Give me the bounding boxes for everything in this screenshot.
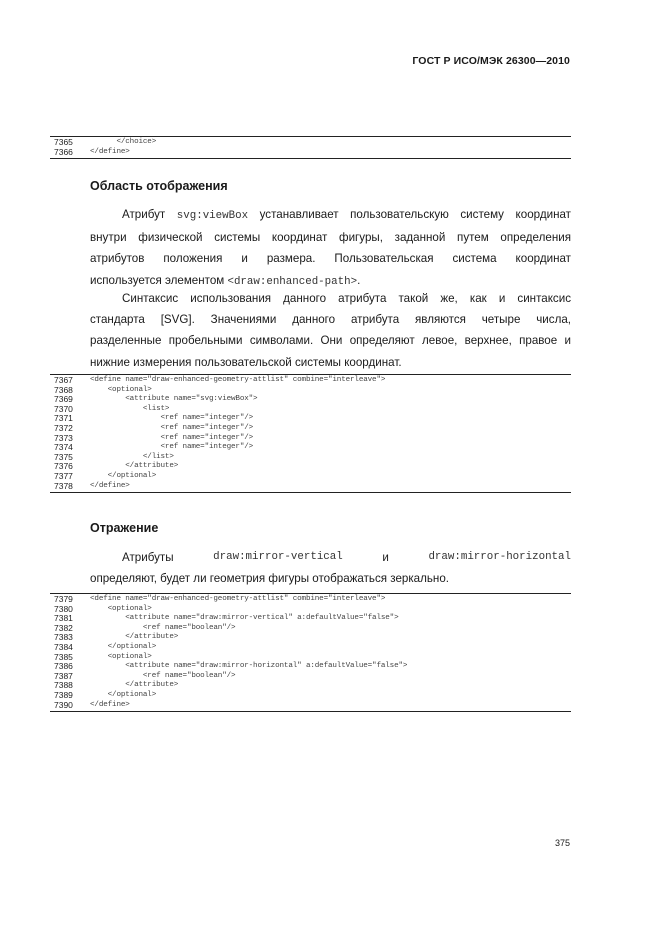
code-text: <ref name="integer"/> (90, 423, 254, 432)
line-number: 7377 (54, 470, 73, 481)
line-number: 7378 (54, 480, 73, 491)
code-line (50, 148, 571, 158)
code-text: </attribute> (90, 633, 179, 642)
code-text: </attribute> (90, 681, 179, 690)
code-text: <ref name="boolean"/> (90, 671, 236, 680)
code-text: <ref name="integer"/> (90, 414, 254, 423)
code-line (50, 443, 571, 453)
code-line (50, 462, 571, 472)
paragraph-line: Синтаксис использования данного атрибута такой же, как и синтаксис (122, 292, 571, 305)
paragraph-viewbox-description (90, 204, 571, 293)
code-text: <ref name="integer"/> (90, 433, 254, 442)
code-line (50, 472, 571, 482)
code-text: <define name="draw-enhanced-geometry-attlist" combine="interleave"> (90, 595, 386, 603)
code-line (50, 653, 571, 663)
code-line (50, 643, 571, 653)
code-line (50, 414, 571, 424)
code-text: <attribute name="draw:mirror-vertical" a:defaultValue="false"> (90, 614, 399, 623)
paragraph-line (90, 547, 571, 568)
code-line (50, 434, 571, 444)
code-text: <list> (90, 404, 170, 413)
document-header: ГОСТ Р ИСО/МЭК 26300—2010 (412, 55, 570, 67)
line-number: 7367 (54, 375, 73, 385)
code-line (50, 138, 571, 148)
code-text: <ref name="boolean"/> (90, 623, 236, 632)
code-text: </define> (90, 700, 130, 709)
code-text: <optional> (90, 604, 152, 613)
code-block-choice-end (50, 136, 571, 159)
line-number: 7390 (54, 699, 73, 710)
line-number: 7370 (54, 403, 73, 414)
code-line (50, 701, 571, 711)
page-number: 375 (554, 838, 570, 848)
line-number: 7383 (54, 632, 73, 643)
code-inline-mirror-horizontal: draw:mirror-horizontal (428, 551, 571, 563)
paragraph-line: определяют, будет ли геометрия фигуры отображаться зеркально. (90, 572, 449, 586)
code-text: <optional> (90, 385, 152, 394)
line-number: 7386 (54, 661, 73, 672)
code-block-mirror-define (50, 593, 571, 712)
code-inline-enhanced-path: <draw:enhanced-path> (227, 275, 358, 288)
paragraph-line: разделенные пробельными символами. Они определяют левое, верхнее, правое и (90, 334, 571, 348)
line-number: 7384 (54, 641, 73, 652)
line-number: 7369 (54, 394, 73, 405)
line-number: 7365 (54, 137, 73, 147)
code-line (50, 424, 571, 434)
code-text: </list> (90, 452, 174, 461)
line-number: 7373 (54, 432, 73, 443)
code-text: <attribute name="draw:mirror-horizontal" a:defaultValue="false"> (90, 662, 408, 671)
line-number: 7380 (54, 603, 73, 614)
section-title-reflection: Отражение (90, 521, 159, 535)
code-line (50, 672, 571, 682)
text-run: Атрибуты (122, 551, 174, 564)
line-number: 7381 (54, 613, 73, 624)
line-number: 7372 (54, 422, 73, 433)
code-line (50, 386, 571, 396)
text-run: и (382, 551, 389, 564)
code-text: </choice> (90, 138, 157, 146)
code-line (50, 624, 571, 634)
section-title-display-area: Область отображения (90, 179, 228, 193)
line-number: 7385 (54, 651, 73, 662)
line-number: 7379 (54, 594, 73, 604)
line-number: 7382 (54, 622, 73, 633)
code-text: </attribute> (90, 462, 179, 471)
code-line (50, 395, 571, 405)
paragraph-line: внутри физической системы координат фигуры, заданной путем определения (90, 231, 571, 245)
code-line (50, 482, 571, 492)
code-line (50, 691, 571, 701)
line-number: 7368 (54, 384, 73, 395)
code-text: </define> (90, 481, 130, 490)
code-text: </optional> (90, 690, 157, 699)
code-text: <define name="draw-enhanced-geometry-attlist" combine="interleave"> (90, 376, 386, 384)
code-line (50, 633, 571, 643)
code-line (50, 605, 571, 615)
code-text: </define> (90, 147, 130, 156)
code-text: </optional> (90, 471, 157, 480)
paragraph-line: атрибутов положения и размера. Пользовательская система координат (90, 252, 571, 266)
code-line (50, 405, 571, 415)
paragraph-syntax-description (90, 288, 571, 373)
line-number: 7371 (54, 413, 73, 424)
paragraph-line (90, 204, 571, 227)
text-run: . (357, 273, 361, 287)
text-run: используется элементом (90, 273, 228, 287)
code-text: <ref name="integer"/> (90, 443, 254, 452)
line-number: 7374 (54, 442, 73, 453)
code-text: </optional> (90, 642, 157, 651)
line-number: 7376 (54, 461, 73, 472)
code-text: <optional> (90, 652, 152, 661)
line-number: 7388 (54, 680, 73, 691)
line-number: 7366 (54, 146, 73, 157)
code-inline-svg-viewbox: svg:viewBox (176, 210, 249, 222)
code-line (50, 681, 571, 691)
paragraph-line: нижние измерения пользовательской системы координат. (90, 355, 402, 369)
code-line (50, 662, 571, 672)
line-number: 7375 (54, 451, 73, 462)
code-line (50, 595, 571, 605)
text-run: устанавливает пользовательскую систему координат (248, 208, 571, 221)
line-number: 7387 (54, 670, 73, 681)
paragraph-line: стандарта [SVG]. Значениями данного атрибута являются четыре числа, (90, 313, 571, 327)
code-block-viewbox-define (50, 374, 571, 493)
code-line (50, 614, 571, 624)
code-inline-mirror-vertical: draw:mirror-vertical (213, 551, 343, 563)
line-number: 7389 (54, 689, 73, 700)
code-line (50, 376, 571, 386)
paragraph-mirror-description (90, 547, 571, 589)
text-run: Атрибут (122, 208, 177, 221)
code-text: <attribute name="svg:viewBox"> (90, 395, 258, 404)
code-line (50, 453, 571, 463)
